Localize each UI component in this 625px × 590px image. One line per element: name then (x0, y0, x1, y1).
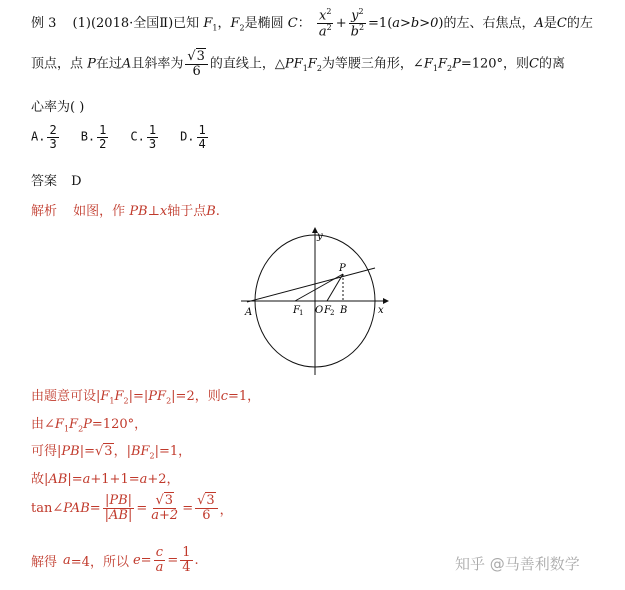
problem-line-2: 顶点，点 P在过A且斜率为 $\frac{√3}{6}$ 的直线上，$\triangle PF_1F_2$为等腰三角形，$\angle F_1F_2P=120^\circ$，则C的离 (31, 49, 565, 79)
label-x: x (378, 305, 384, 316)
label-f2: F (324, 305, 331, 316)
problem-line-3: 心率为( ) (31, 100, 85, 115)
watermark: 知乎 @马善利数学 (455, 555, 580, 573)
ellipse-y-term: $\frac{y^2}{b^2}$ (350, 7, 365, 40)
x-axis-arrow (383, 298, 389, 304)
final-equation: 解得 a =4，所以 e = $\frac{c}{a}$ = $\frac{1}{4}$ . (31, 545, 199, 575)
answer-options (31, 124, 210, 150)
option-a[interactable]: A. $\frac{2}{3}$ (31, 123, 57, 151)
label-o: O (315, 305, 324, 316)
problem-line-1: 例 3 (1)(2018·全国Ⅱ)已知 $F_1$，$F_2$是椭圆 C： $\frac{x^2}{a^2}$ + $\frac{y^2}{b^2}$ =1(a>b>0)的左、右焦点，A是C的左 (31, 7, 593, 40)
answer-label: 答案 (31, 174, 58, 189)
slope-fraction: $\frac{√3}{6}$ (185, 50, 208, 78)
option-b[interactable]: B. $\frac{1}{2}$ (80, 123, 107, 151)
option-d[interactable]: D. $\frac{1}{4}$ (180, 123, 206, 151)
ellipse-diagram (235, 225, 395, 377)
line-ap (247, 268, 375, 302)
answer-row (31, 170, 82, 189)
solution-line-2: 由$\angle F_1F_2P=120^\circ$， (31, 417, 148, 434)
analysis-label: 解析 (31, 204, 58, 219)
tan-equation: tan∠ PAB = $\frac{|PB|}{|AB|}$ = $\frac{√3}{a+2}$ = $\frac{√3}{6}$ ， (31, 493, 233, 523)
problem-label: 例 3 (31, 15, 57, 31)
label-f1-sub: 1 (299, 309, 304, 317)
label-a: A (245, 307, 253, 318)
option-c[interactable]: C. $\frac{1}{3}$ (130, 123, 157, 151)
label-f1: F (293, 305, 300, 316)
solution-line-1: 由题意可设$|F_1F_2|=|PF_2|=2$，则c=1， (31, 389, 261, 406)
solution-line-4: 故|AB|=a+1+1=a+2， (31, 472, 180, 487)
label-b: B (340, 305, 348, 316)
label-f2-sub: 2 (330, 309, 335, 317)
solution-line-3: 可得|PB|=√3，$|BF_2|=1$， (31, 444, 192, 461)
ellipse-x-term: $\frac{x^2}{a^2}$ (318, 7, 332, 40)
analysis-row: 解析 如图，作 PB⊥x轴于点B. (31, 204, 220, 219)
label-y: y (317, 231, 323, 242)
label-p: P (339, 263, 346, 274)
answer-value: D (71, 174, 82, 189)
